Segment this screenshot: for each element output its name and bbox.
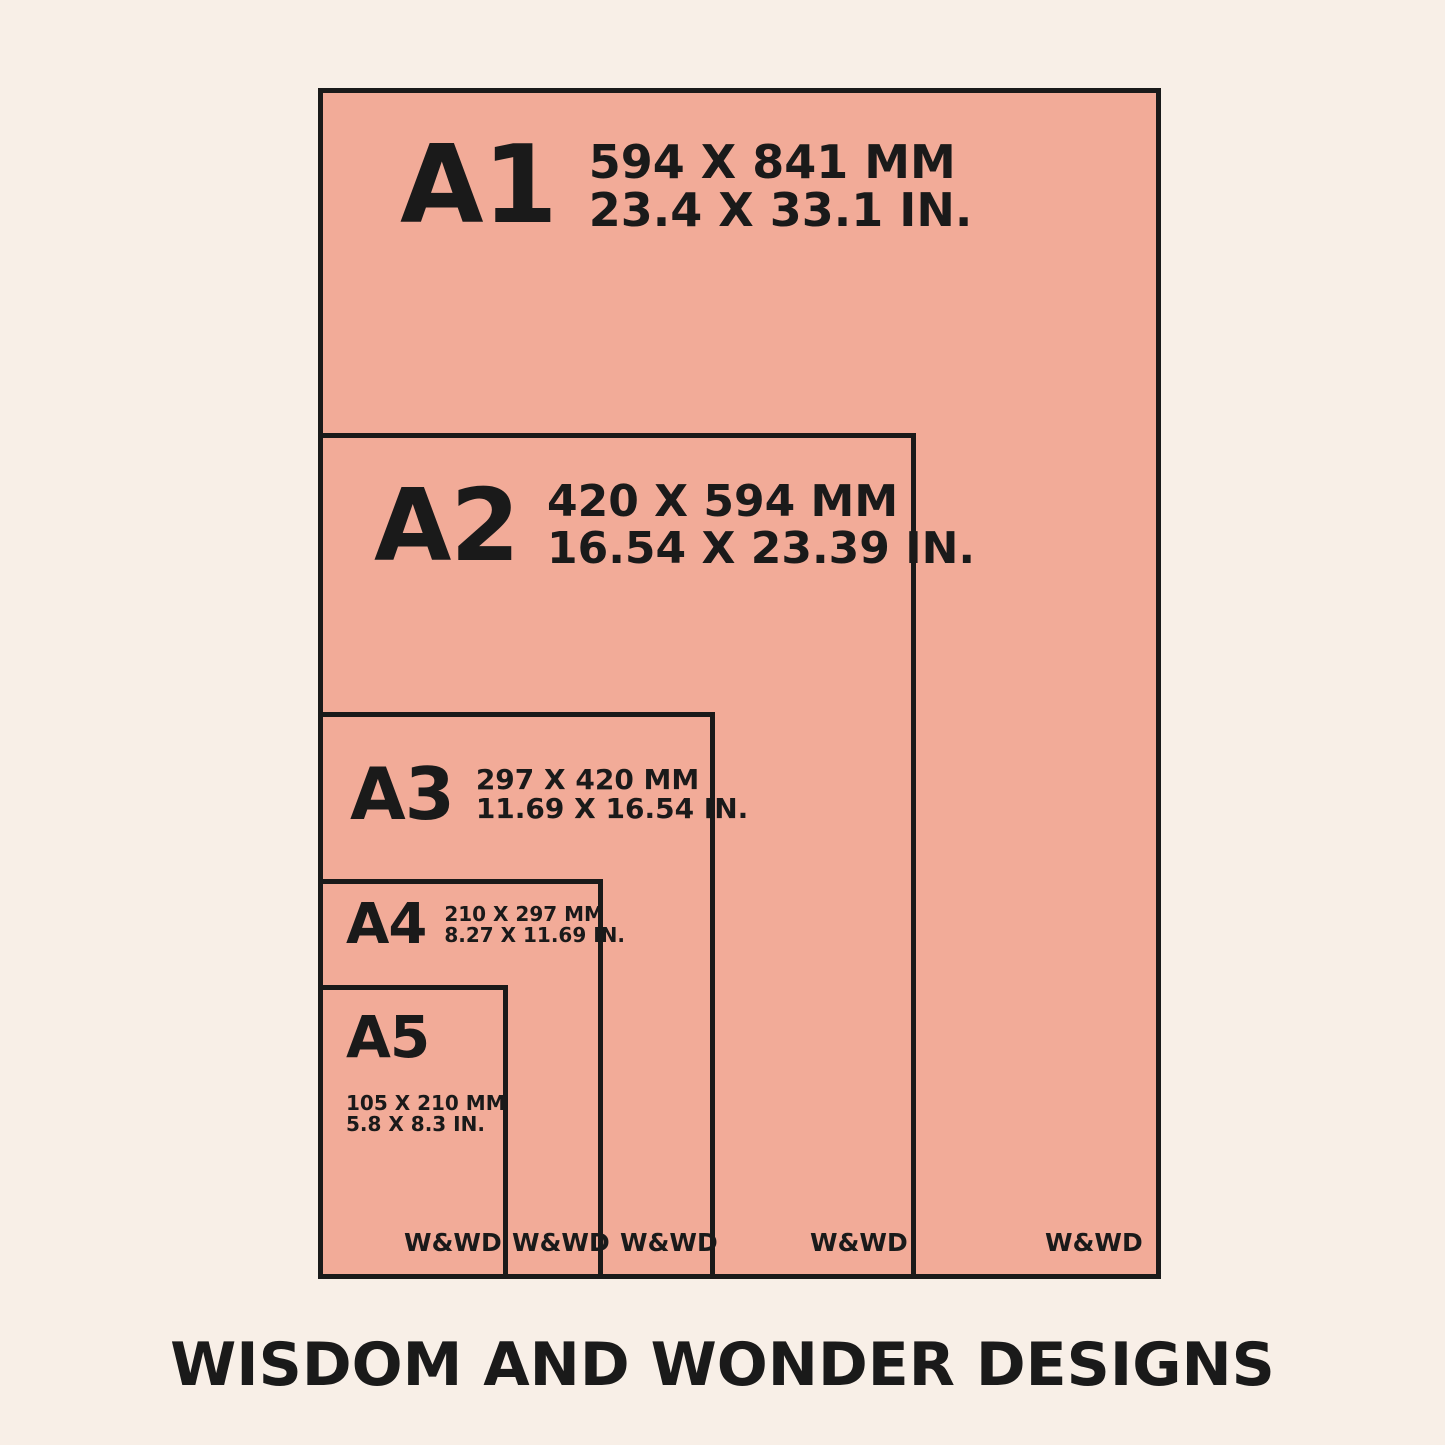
- size-name-a2: A2: [374, 467, 519, 584]
- label-group-a5: [346, 1003, 506, 1137]
- label-group-a1: [400, 123, 973, 248]
- size-dims-in-a1: 23.4 X 33.1 IN.: [588, 183, 973, 238]
- size-dims-a3: [475, 762, 749, 826]
- size-name-a5: A5: [346, 1003, 430, 1071]
- size-dims-a2: [546, 476, 976, 574]
- size-dims-a1: [588, 135, 973, 238]
- size-dims-in-a5: 5.8 X 8.3 IN.: [346, 1112, 485, 1137]
- size-dims-a4: [444, 901, 626, 947]
- watermark-a1: W&WD: [1045, 1228, 1143, 1257]
- size-dims-in-a3: 11.69 X 16.54 IN.: [475, 792, 749, 826]
- brand-title: WISDOM AND WONDER DESIGNS: [170, 1330, 1275, 1400]
- watermark-a5: W&WD: [404, 1228, 502, 1257]
- label-group-a2: [374, 467, 976, 584]
- size-dims-mm-a2: 420 X 594 MM: [546, 476, 899, 528]
- size-name-a1: A1: [400, 123, 557, 248]
- size-dims-mm-a5: 105 X 210 MM: [346, 1091, 506, 1116]
- watermark-a3: W&WD: [620, 1228, 718, 1257]
- watermark-a4: W&WD: [512, 1228, 610, 1257]
- label-group-a4: [346, 892, 626, 957]
- watermark-a2: W&WD: [810, 1228, 908, 1257]
- size-dims-in-a2: 16.54 X 23.39 IN.: [546, 522, 976, 574]
- size-dims-mm-a4: 210 X 297 MM: [444, 901, 604, 926]
- size-dims-mm-a1: 594 X 841 MM: [588, 135, 956, 189]
- size-dims-in-a4: 8.27 X 11.69 IN.: [444, 922, 626, 947]
- size-name-a3: A3: [350, 752, 454, 836]
- size-dims-a5: [346, 1093, 506, 1135]
- size-dims-mm-a3: 297 X 420 MM: [475, 762, 700, 796]
- size-name-a4: A4: [346, 892, 427, 957]
- label-group-a3: [350, 752, 749, 836]
